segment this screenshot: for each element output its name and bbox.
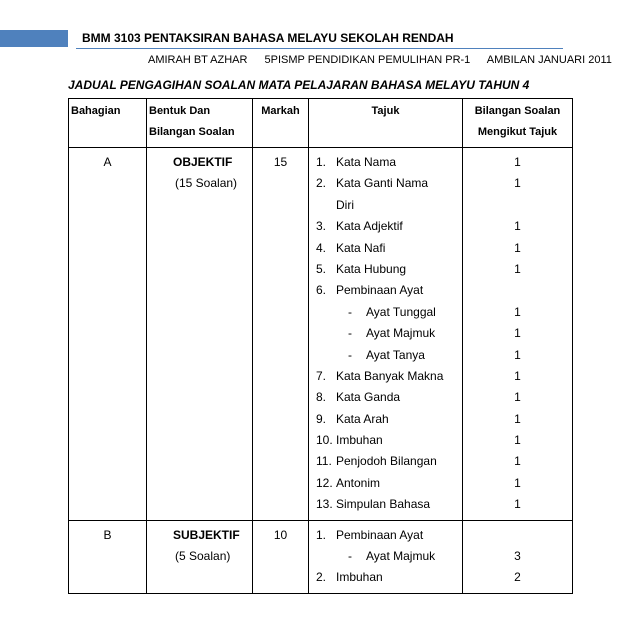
cell-bahagian: A xyxy=(69,148,147,521)
bilangan-tajuk-value: 1 xyxy=(514,454,521,469)
intake-name: AMBILAN JANUARI 2011 xyxy=(486,54,612,66)
tajuk-item: 3. Kata Adjektif xyxy=(316,219,403,234)
question-distribution-table xyxy=(68,98,573,594)
cell-bahagian: B xyxy=(69,520,147,593)
header-subtitle xyxy=(148,54,626,66)
bilangan-tajuk-value: 1 xyxy=(514,390,521,405)
author-name: AMIRAH BT AZHAR xyxy=(148,54,248,66)
tajuk-item: 7. Kata Banyak Makna xyxy=(316,368,444,383)
bentuk-label: SUBJEKTIF xyxy=(173,527,240,542)
tajuk-item: 2. Imbuhan xyxy=(316,570,383,585)
tajuk-item: 5. Kata Hubung xyxy=(316,261,407,276)
bentuk-label: OBJEKTIF xyxy=(173,155,233,169)
bilangan-tajuk-value xyxy=(463,525,572,546)
column-header-bentuk: Bentuk Dan Bilangan Soalan xyxy=(147,99,253,148)
cell-bentuk xyxy=(147,148,253,521)
cell-bilangan-tajuk xyxy=(463,148,573,521)
bilangan-tajuk-value: 1 xyxy=(514,176,521,191)
document-heading: JADUAL PENGAGIHAN SOALAN MATA PELAJARAN BAHASA MELAYU TAHUN 4 xyxy=(68,78,530,92)
tajuk-item: 1. Pembinaan Ayat xyxy=(316,527,424,542)
bilangan-tajuk-value: 1 xyxy=(514,368,521,383)
header-divider xyxy=(76,48,563,49)
cell-markah: 10 xyxy=(253,520,309,593)
bilangan-tajuk-value: 1 xyxy=(514,411,521,426)
column-header-bahagian: Bahagian xyxy=(69,99,147,148)
cell-tajuk xyxy=(309,520,463,593)
bilangan-tajuk-value: 1 xyxy=(514,326,521,341)
bilangan-tajuk-value xyxy=(463,195,572,216)
bilangan-tajuk-value: 3 xyxy=(514,549,521,564)
bilangan-tajuk-value: 1 xyxy=(514,261,521,276)
header-accent-bar xyxy=(0,30,68,47)
tajuk-item: - Ayat Majmuk xyxy=(348,326,436,341)
bilangan-tajuk-value: 1 xyxy=(514,433,521,448)
tajuk-item: 2. Kata Ganti Nama xyxy=(316,176,429,191)
column-header-tajuk: Tajuk xyxy=(309,99,463,148)
bilangan-tajuk-value: 1 xyxy=(514,347,521,362)
tajuk-item: 6. Pembinaan Ayat xyxy=(316,283,424,298)
tajuk-item: 9. Kata Arah xyxy=(316,411,389,426)
table-row xyxy=(69,148,573,521)
cell-bentuk xyxy=(147,520,253,593)
table-header-row xyxy=(69,99,573,148)
bilangan-tajuk-value: 1 xyxy=(514,304,521,319)
tajuk-item: Diri xyxy=(336,197,354,212)
table-row xyxy=(69,520,573,593)
tajuk-item: 10. Imbuhan xyxy=(316,433,383,448)
tajuk-item: 4. Kata Nafi xyxy=(316,240,386,255)
bilangan-tajuk-value: 1 xyxy=(514,475,521,490)
tajuk-item: 13. Simpulan Bahasa xyxy=(316,497,431,512)
bilangan-tajuk-value: 1 xyxy=(514,219,521,234)
bilangan-tajuk-value: 1 xyxy=(514,240,521,255)
cell-tajuk xyxy=(309,148,463,521)
bilangan-tajuk-value: 1 xyxy=(514,497,521,512)
cell-markah: 15 xyxy=(253,148,309,521)
bilangan-tajuk-value: 1 xyxy=(514,155,521,169)
bilangan-soalan-label: (15 Soalan) xyxy=(175,176,238,191)
tajuk-item: - Ayat Tunggal xyxy=(348,304,436,319)
column-header-bilangan: Bilangan Soalan Mengikut Tajuk xyxy=(463,99,573,148)
bilangan-tajuk-value xyxy=(463,280,572,301)
tajuk-item: - Ayat Tanya xyxy=(348,347,425,362)
column-header-markah: Markah xyxy=(253,99,309,148)
course-title: BMM 3103 PENTAKSIRAN BAHASA MELAYU SEKOLAH RENDAH xyxy=(82,31,454,45)
tajuk-item: 8. Kata Ganda xyxy=(316,390,401,405)
tajuk-item: 1. Kata Nama xyxy=(316,155,397,169)
cell-bilangan-tajuk xyxy=(463,520,573,593)
tajuk-item: - Ayat Majmuk xyxy=(348,549,436,564)
bilangan-soalan-label: (5 Soalan) xyxy=(175,549,231,564)
tajuk-item: 12. Antonim xyxy=(316,475,381,490)
bilangan-tajuk-value: 2 xyxy=(514,570,521,585)
program-name: 5PISMP PENDIDIKAN PEMULIHAN PR-1 xyxy=(264,54,471,66)
tajuk-item: 11. Penjodoh Bilangan xyxy=(316,454,437,469)
